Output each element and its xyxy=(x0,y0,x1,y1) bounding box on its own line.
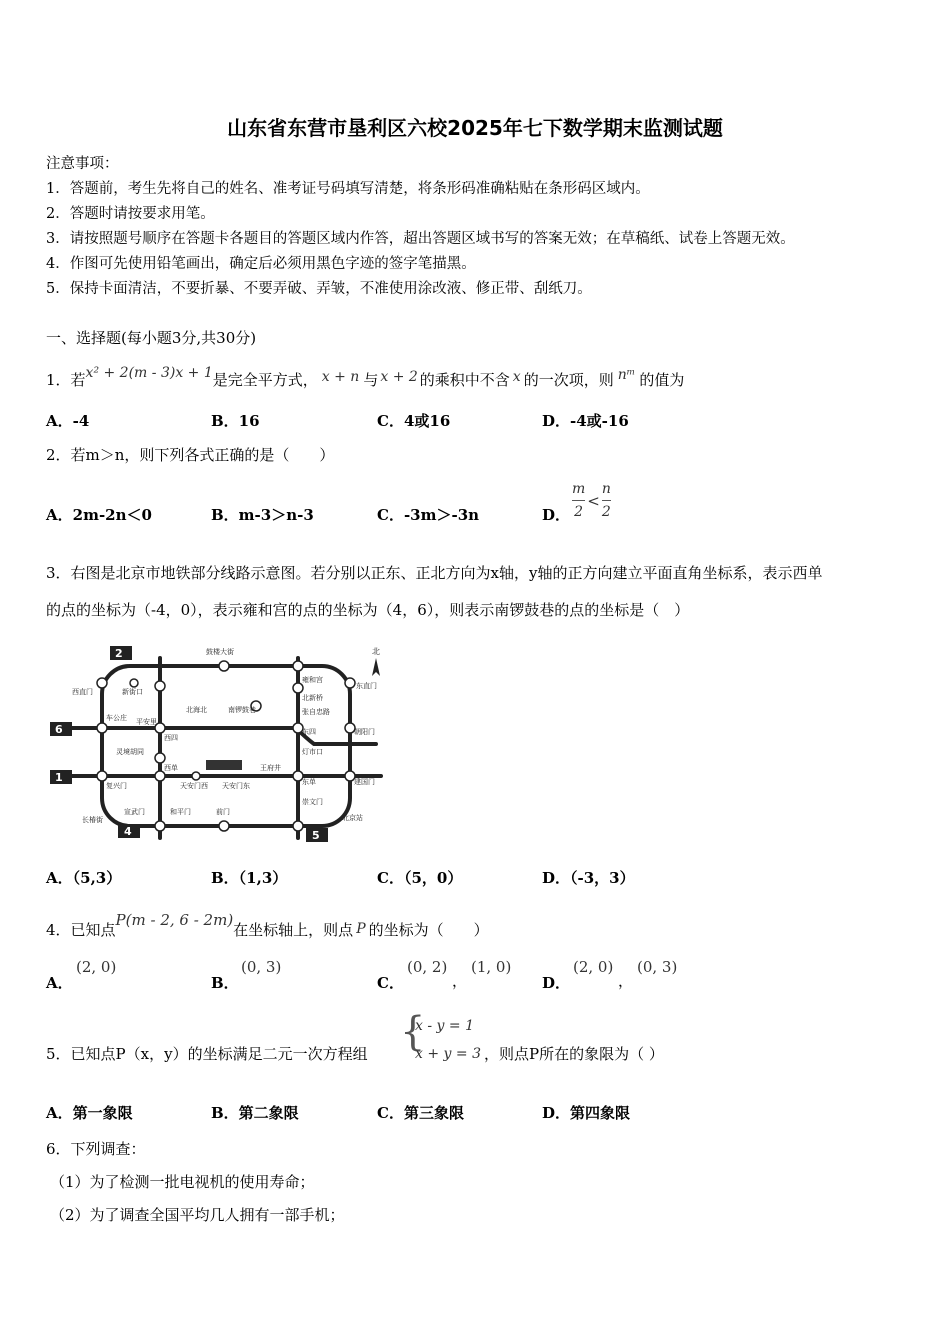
question-6: 6．下列调查： xyxy=(46,1140,146,1158)
q2-option-d[interactable]: D． xyxy=(542,506,571,524)
q4-option-d-value-2: (0, 3) xyxy=(637,958,678,976)
q5-option-c[interactable]: C．第三象限 xyxy=(377,1104,464,1122)
q1-option-b[interactable]: B．16 xyxy=(211,412,260,430)
q1-expr-nm: nᵐ xyxy=(617,367,636,383)
station-label: 雍和宫 xyxy=(302,676,323,684)
station-label: 朝阳门 xyxy=(354,728,375,736)
station-label: 北京站 xyxy=(342,814,363,822)
q6-item-1: （1）为了检测一批电视机的使用寿命； xyxy=(50,1173,315,1191)
station-label: 宣武门 xyxy=(124,808,145,816)
notice-item-5: 5．保持卡面清洁，不要折暴、不要弄破、弄皱，不准使用涂改液、修正带、刮纸刀。 xyxy=(46,281,592,297)
station-label: 复兴门 xyxy=(106,782,127,790)
station-label: 西单 xyxy=(164,764,178,772)
q4-option-d-comma: ， xyxy=(618,972,634,990)
svg-text:5: 5 xyxy=(312,829,320,842)
station-label: 东四 xyxy=(302,728,316,736)
q5-option-d[interactable]: D．第四象限 xyxy=(542,1104,631,1122)
section-heading: 一、选择题(每小题3分,共30分) xyxy=(46,329,257,347)
station-label: 东直门 xyxy=(356,682,377,690)
q4-option-c[interactable]: C． xyxy=(377,974,404,992)
question-3-line-1: 3．右图是北京市地铁部分线路示意图。若分别以正东、正北方向为x轴，y轴的正方向建立平面直角坐标系，表示西单 xyxy=(46,564,823,582)
q5-brace: { xyxy=(400,1009,426,1055)
station-label: 车公庄 xyxy=(106,714,127,722)
station-label: 东单 xyxy=(302,778,316,786)
subway-map xyxy=(46,638,396,850)
svg-text:4: 4 xyxy=(124,825,132,838)
q2-option-a[interactable]: A．2m-2n＜0 xyxy=(46,506,152,524)
notice-item-1: 1．答题前，考生先将自己的姓名、准考证号码填写清楚，将条形码准确粘贴在条形码区域内。 xyxy=(46,181,650,197)
q1-expr-xn: x + n xyxy=(321,369,360,385)
q5-eq-2: x + y = 3 xyxy=(415,1046,481,1062)
station-label: 张自忠路 xyxy=(302,708,330,716)
station-label: 前门 xyxy=(216,808,230,816)
notice-item-2: 2．答题时请按要求用笔。 xyxy=(46,206,215,222)
station-label: 新街口 xyxy=(122,688,143,696)
q4-option-b-value: (0, 3) xyxy=(241,958,282,976)
station-label: 崇文门 xyxy=(302,798,323,806)
station-label: 灯市口 xyxy=(302,748,323,756)
station-label: 王府井 xyxy=(260,764,281,772)
q5-option-b[interactable]: B．第二象限 xyxy=(211,1104,299,1122)
q4-option-d[interactable]: D． xyxy=(542,974,571,992)
q4-option-a-value: (2, 0) xyxy=(76,958,117,976)
q1-option-d[interactable]: D．-4或-16 xyxy=(542,412,629,430)
q3-option-c[interactable]: C．（5，0） xyxy=(377,869,463,887)
q4-option-d-value-1: (2, 0) xyxy=(573,958,614,976)
svg-text:2: 2 xyxy=(115,647,123,660)
q2-option-b[interactable]: B．m-3＞n-3 xyxy=(211,506,314,524)
q6-item-2: （2）为了调查全国平均几人拥有一部手机； xyxy=(50,1206,345,1224)
station-label: 南锣鼓巷 xyxy=(228,706,256,714)
station-label: 灵境胡同 xyxy=(116,748,144,756)
station-label: 西四 xyxy=(164,734,178,742)
svg-text:6: 6 xyxy=(55,723,63,736)
notice-heading: 注意事项： xyxy=(46,156,119,172)
station-label: 建国门 xyxy=(354,778,375,786)
station-label: 北海北 xyxy=(186,706,207,714)
q3-option-a[interactable]: A．（5,3） xyxy=(46,869,122,887)
tiananmen-icon xyxy=(206,760,242,770)
question-5-text: 5．已知点P（x，y）的坐标满足二元一次方程组 xyxy=(46,1045,368,1063)
station-label: 平安里 xyxy=(136,718,157,726)
svg-text:1: 1 xyxy=(55,771,63,784)
q1-expr-x: x xyxy=(512,369,521,385)
question-3-line-2: 的点的坐标为（-4，0），表示雍和宫的点的坐标为（4，6），则表示南锣鼓巷的点的坐标是（ ） xyxy=(46,601,690,619)
q4-expr-p: P(m - 2, 6 - 2m) xyxy=(115,911,234,929)
q4-option-a[interactable]: A． xyxy=(46,974,73,992)
notice-item-4: 4．作图可先使用铅笔画出，确定后必须用黑色字迹的签字笔描黑。 xyxy=(46,256,476,272)
station-label: 鼓楼大街 xyxy=(206,648,234,656)
station-label: 天安门东 xyxy=(222,782,250,790)
q4-option-c-value-1: (0, 2) xyxy=(407,958,448,976)
q5-option-a[interactable]: A．第一象限 xyxy=(46,1104,133,1122)
q2-option-c[interactable]: C．-3m＞-3n xyxy=(377,506,480,524)
question-5-end: ，则点P所在的象限为（ ） xyxy=(484,1045,664,1063)
q5-eq-1: x - y = 1 xyxy=(415,1018,474,1034)
station-label: 北新桥 xyxy=(302,694,323,702)
q1-expr-square: x² + 2(m - 3)x + 1 xyxy=(85,365,213,381)
q1-option-a[interactable]: A．-4 xyxy=(46,412,90,430)
q4-option-c-value-2: (1, 0) xyxy=(471,958,512,976)
q2-option-d-expr: $\frac{m}{2}$ < $\frac{n}{2}$ xyxy=(572,478,611,523)
question-1: 1．若x² + 2(m - 3)x + 1是完全平方式， x + n 与 x + 2 的乘积中不含 x 的一次项，则 nᵐ 的值为 xyxy=(46,365,685,389)
map-north: 北 xyxy=(372,647,380,656)
station-label: 天安门西 xyxy=(180,782,208,790)
q3-option-b[interactable]: B．（1,3） xyxy=(211,869,288,887)
q4-option-b[interactable]: B． xyxy=(211,974,239,992)
q4-option-c-comma: ， xyxy=(452,972,468,990)
question-4: 4．已知点P(m - 2, 6 - 2m)在坐标轴上，则点 P 的坐标为（ ） xyxy=(46,911,489,939)
q1-expr-x2: x + 2 xyxy=(380,369,418,385)
station-label: 西直门 xyxy=(72,688,93,696)
notice-item-3: 3．请按照题号顺序在答题卡各题目的答题区域内作答，超出答题区域书写的答案无效；在草稿纸、试卷上答题无效。 xyxy=(46,231,795,247)
station-label: 和平门 xyxy=(170,808,191,816)
page-title: 山东省东营市垦利区六校2025年七下数学期末监测试题 xyxy=(227,116,723,140)
q3-option-d[interactable]: D．（-3，3） xyxy=(542,869,635,887)
question-2: 2．若m＞n，则下列各式正确的是（ ） xyxy=(46,446,335,464)
station-label: 长椿街 xyxy=(82,816,103,824)
q1-option-c[interactable]: C．4或16 xyxy=(377,412,451,430)
